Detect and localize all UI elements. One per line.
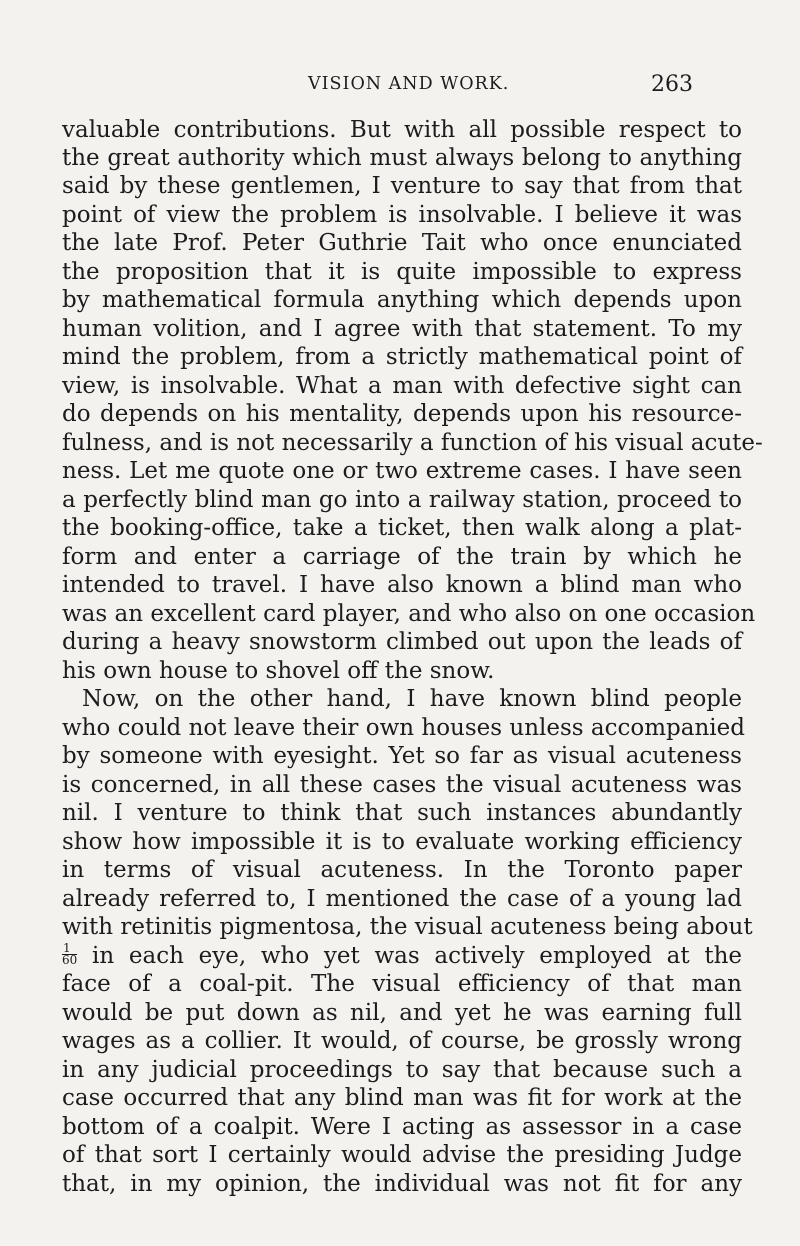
text-line: would be put down as nil, and yet he was earning full	[62, 1000, 742, 1026]
running-head-title: VISION AND WORK.	[308, 74, 510, 94]
text-line: already referred to, I mentioned the case of a young lad	[62, 886, 742, 912]
text-line: is concerned, in all these cases the visual acuteness was	[62, 772, 742, 798]
text-line: point of view the problem is insolvable. I believe it was	[62, 202, 742, 228]
text-line: during a heavy snowstorm climbed out upon the leads of	[62, 629, 742, 655]
text-line: show how impossible it is to evaluate working efficiency	[62, 829, 742, 855]
text-line: intended to travel. I have also known a blind man who	[62, 572, 742, 598]
text-line: case occurred that any blind man was fit for work at the	[62, 1085, 742, 1111]
text-line: form and enter a carriage of the train by which he	[62, 544, 742, 570]
text-line: do depends on his mentality, depends upon his resource-	[62, 401, 742, 427]
text-line: in any judicial proceedings to say that because such a	[62, 1057, 742, 1083]
text-line: fulness, and is not necessarily a function of his visual acute-	[62, 430, 763, 456]
text-line: by someone with eyesight. Yet so far as visual acuteness	[62, 743, 742, 769]
running-head	[0, 74, 800, 104]
text-line: face of a coal-pit. The visual efficiency of that man	[62, 971, 742, 997]
text-line: view, is insolvable. What a man with defective sight can	[62, 373, 742, 399]
text-line: was an excellent card player, and who also on one occasion	[62, 601, 756, 627]
text-line: in terms of visual acuteness. In the Toronto paper	[62, 857, 742, 883]
text-line: the proposition that it is quite impossible to express	[62, 259, 742, 285]
text-line: by mathematical formula anything which depends upon	[62, 287, 742, 313]
text-line: the great authority which must always belong to anything	[62, 145, 742, 171]
text-line: of that sort I certainly would advise the presiding Judge	[62, 1142, 742, 1168]
text-line: nil. I venture to think that such instances abundantly	[62, 800, 742, 826]
text-line: wages as a collier. It would, of course, be grossly wrong	[62, 1028, 742, 1054]
page-number: 263	[651, 72, 693, 97]
text-line: ness. Let me quote one or two extreme cases. I have seen	[62, 458, 742, 484]
text-line: valuable contributions. But with all possible respect to	[62, 117, 742, 143]
text-line: the late Prof. Peter Guthrie Tait who once enunciated	[62, 230, 742, 256]
text-line: Now, on the other hand, I have known blind people	[82, 686, 742, 712]
fraction-denominator: 60	[62, 952, 78, 967]
text-line: his own house to shovel off the snow.	[62, 658, 495, 684]
text-line: mind the problem, from a strictly mathematical point of	[62, 344, 742, 370]
text-line: the booking-office, take a ticket, then walk along a plat-	[62, 515, 742, 541]
text-line: that, in my opinion, the individual was not fit for any	[62, 1171, 742, 1197]
text-line: human volition, and I agree with that statement. To my	[62, 316, 742, 342]
fraction-numerator: 1	[62, 943, 77, 955]
text-line: a perfectly blind man go into a railway station, proceed to	[62, 487, 742, 513]
text-line-rest: in each eye, who yet was actively employed at the	[92, 943, 742, 969]
text-line: who could not leave their own houses unless accompanied	[62, 715, 745, 741]
text-line: said by these gentlemen, I venture to say that from that	[62, 173, 742, 199]
text-line: with retinitis pigmentosa, the visual acuteness being about	[62, 914, 753, 940]
text-line: bottom of a coalpit. Were I acting as assessor in a case	[62, 1114, 742, 1140]
fraction	[62, 940, 78, 967]
